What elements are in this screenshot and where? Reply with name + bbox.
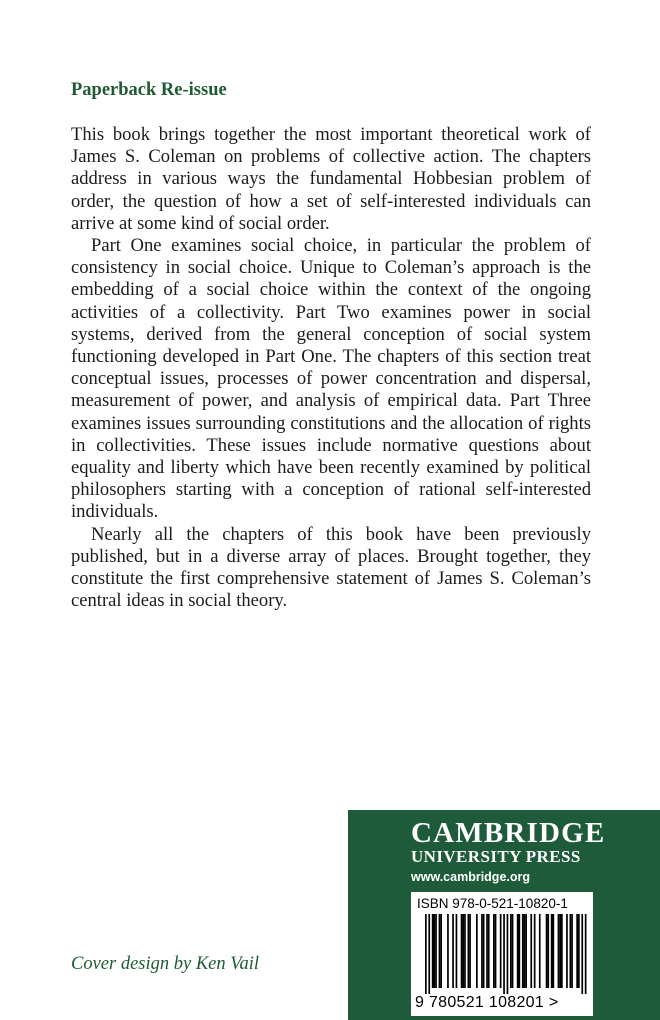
barcode-bar (447, 914, 449, 988)
barcode-bar (503, 914, 505, 994)
barcode-bar (507, 914, 509, 994)
barcode-bar (517, 914, 519, 988)
barcode-bar (432, 914, 434, 988)
barcode-bar (469, 914, 471, 988)
publisher-url: www.cambridge.org (411, 870, 531, 884)
barcode-bars (415, 914, 589, 994)
barcode-bar (434, 914, 436, 988)
barcode-bar (456, 914, 458, 988)
barcode-bar (534, 914, 536, 988)
barcode-bar (566, 914, 568, 988)
isbn-barcode (411, 892, 593, 1016)
barcode-bar (512, 914, 514, 988)
barcode-bar (461, 914, 463, 988)
barcode-bar (435, 914, 437, 988)
barcode-bar (578, 914, 580, 988)
barcode-bar (539, 914, 541, 988)
barcode-bar (519, 914, 521, 988)
barcode-bar (495, 914, 497, 988)
barcode-bar (553, 914, 555, 988)
cover-blurb (71, 124, 591, 612)
barcode-bar (452, 914, 454, 988)
barcode-bar (500, 914, 502, 988)
barcode-bar (439, 914, 441, 988)
barcode-bar (530, 914, 532, 988)
barcode-bar (440, 914, 442, 988)
barcode-bar (481, 914, 483, 988)
barcode-bar (510, 914, 512, 988)
isbn-label: ISBN 978-0-521-10820-1 (417, 896, 568, 911)
barcode-bar (551, 914, 553, 988)
barcode-bar (546, 914, 548, 988)
barcode-bar (493, 914, 495, 988)
barcode-bar (524, 914, 526, 988)
barcode-bar (522, 914, 524, 988)
barcode-bar (525, 914, 527, 988)
publisher-panel (348, 810, 660, 1020)
publisher-subtitle: UNIVERSITY PRESS (411, 847, 581, 866)
barcode-digits: 9 780521 108201 > (415, 994, 559, 1011)
barcode-bar (425, 914, 427, 994)
barcode-bar (428, 914, 430, 994)
barcode-bar (570, 914, 572, 988)
barcode-bar (561, 914, 563, 988)
barcode-bar (576, 914, 578, 988)
blurb-paragraph-2: Part One examines social choice, in particular the problem of consistency in social choice. Unique to Coleman’s approach is the embedding of a social choice within the context of the ongoing activities of a collectivity. Part Two examines power in social systems, derived from the general conception of social system functioning developed in Part One. The chapters of this section treat conceptual issues, processes of power concentration and dispersal, measurement of power, and analysis of empirical data. Part Three examines issues surrounding constitutions and the allocation of rights in collectivities. These issues include normative questions about equality and liberty which have been recently examined by political philosophers starting with a conception of rational self-interested individuals. (71, 235, 591, 523)
barcode-bar (486, 914, 488, 988)
section-heading: Paperback Re-issue (71, 80, 227, 100)
blurb-paragraph-3: Nearly all the chapters of this book have been previously published, but in a diverse array of places. Brought together, they constitute the first comprehensive statement of James S. Coleman’s central ideas in social theory. (71, 523, 591, 612)
barcode-bar (547, 914, 549, 988)
barcode-bar (488, 914, 490, 988)
blurb-paragraph-1: This book brings together the most important theoretical work of James S. Coleman on problems of collective action. The chapters address in various ways the fundamental Hobbesian problem of order, the question of how a set of self-interested individuals can arrive at some kind of social order. (71, 124, 591, 234)
barcode-bar (464, 914, 466, 988)
barcode-bar (571, 914, 573, 988)
barcode-bar (558, 914, 560, 988)
barcode-bar (462, 914, 464, 988)
barcode-bar (476, 914, 478, 988)
barcode-bar (483, 914, 485, 988)
barcode-bar (559, 914, 561, 988)
publisher-name: CAMBRIDGE (411, 817, 606, 849)
cover-design-credit: Cover design by Ken Vail (71, 954, 260, 974)
barcode-bar (581, 914, 583, 994)
barcode-bar (468, 914, 470, 988)
barcode-bar (585, 914, 587, 994)
